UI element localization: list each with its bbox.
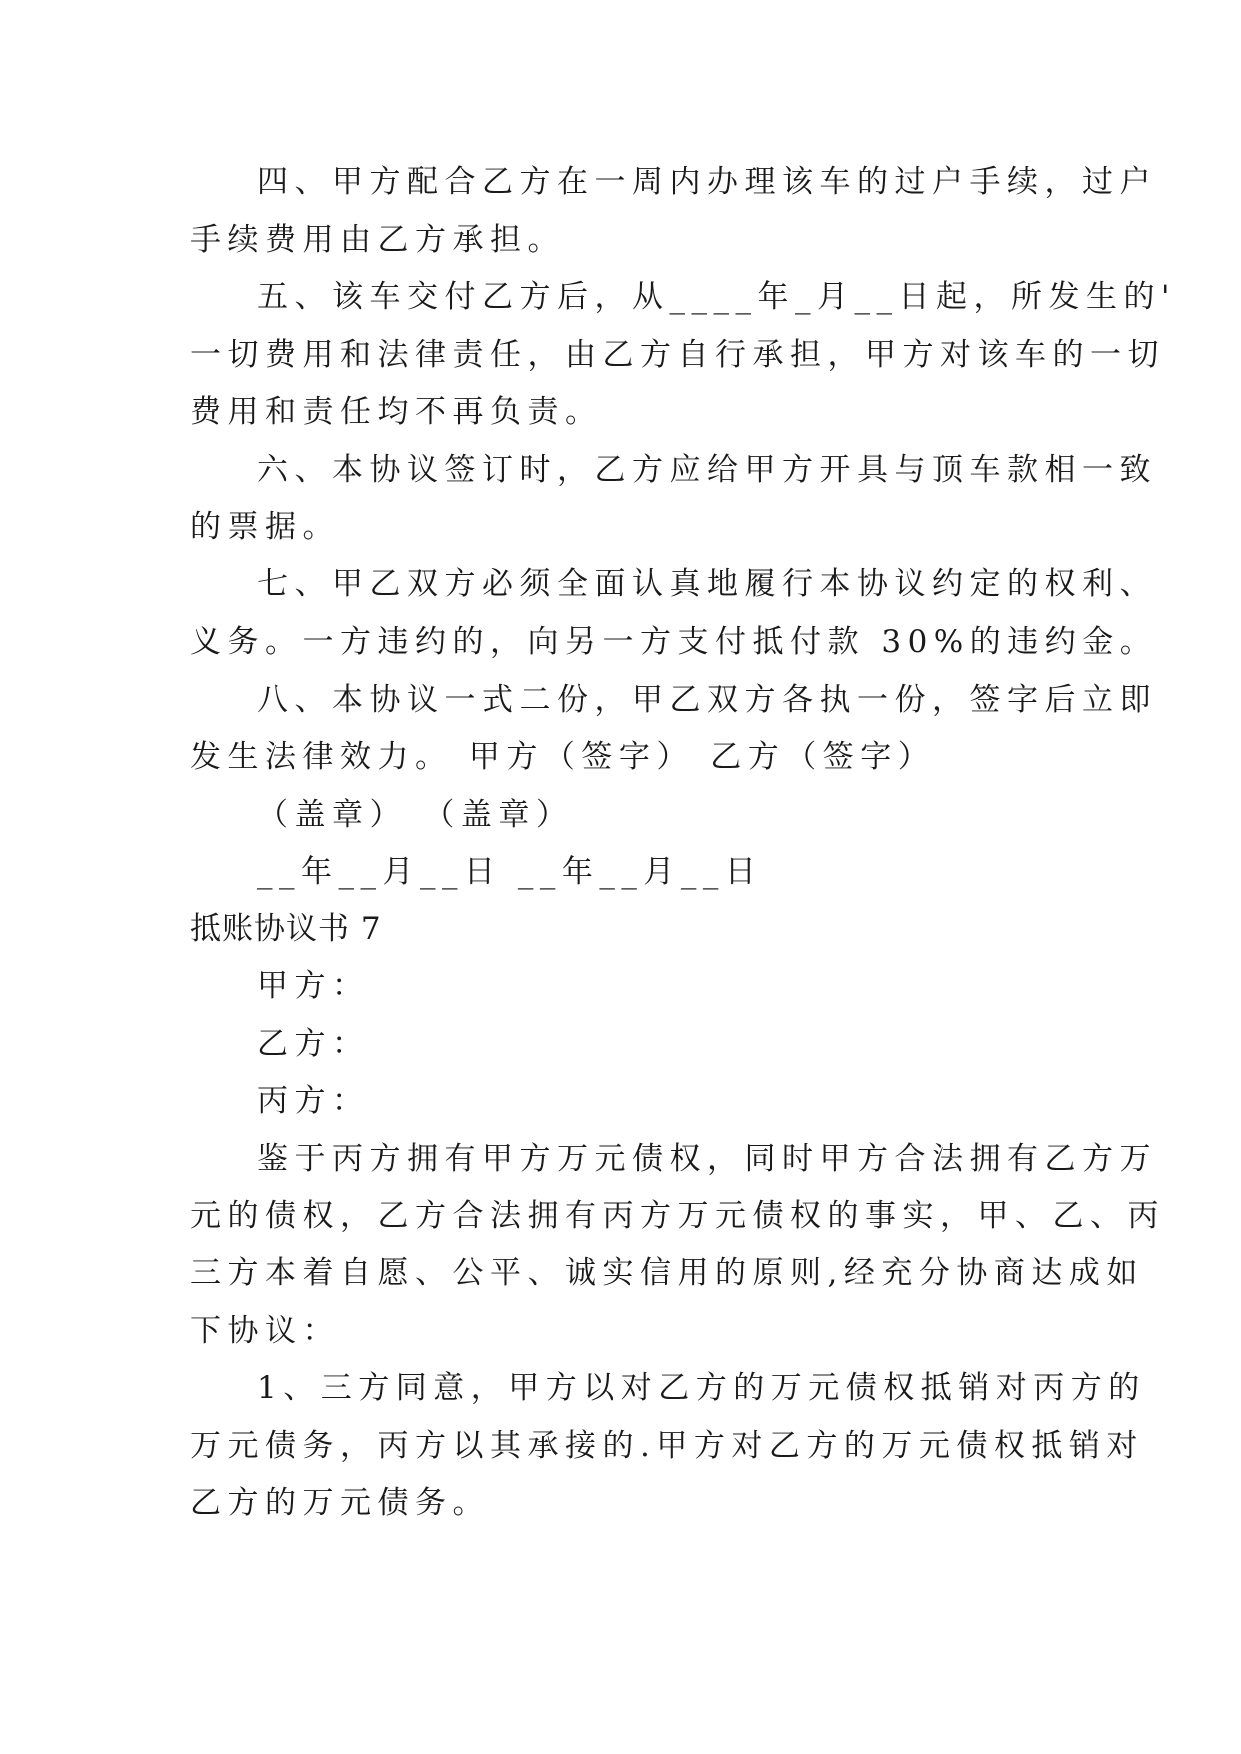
paragraph-line: 费用和责任均不再负责。 [190, 394, 603, 430]
party-b-label: 乙方： [257, 1026, 370, 1062]
paragraph-line: 乙方的万元债务。 [190, 1485, 490, 1521]
paragraph-line: 八、本协议一式二份，甲乙双方各执一份，签字后立即 [257, 682, 1157, 718]
paragraph-line: 元的债权，乙方合法拥有丙方万元债权的事实，甲、乙、丙 [190, 1198, 1165, 1234]
party-c-label: 丙方： [257, 1083, 370, 1119]
paragraph-line: 四、甲方配合乙方在一周内办理该车的过户手续，过户 [257, 164, 1157, 200]
paragraph-line: 七、甲乙双方必须全面认真地履行本协议约定的权利、 [257, 566, 1157, 602]
date-line: __年__月__日 __年__月__日 [257, 854, 763, 890]
paragraph-line: 一切费用和法律责任，由乙方自行承担，甲方对该车的一切 [190, 337, 1165, 373]
seal-line: （盖章） （盖章） [257, 797, 574, 833]
paragraph-line: 鉴于丙方拥有甲方万元债权，同时甲方合法拥有乙方万 [257, 1141, 1157, 1177]
paragraph-line: 三方本着自愿、公平、诚实信用的原则,经充分协商达成如 [190, 1255, 1144, 1291]
paragraph-line: 下协议： [190, 1313, 340, 1349]
paragraph-line: 手续费用由乙方承担。 [190, 222, 565, 258]
party-a-label: 甲方： [257, 968, 370, 1004]
paragraph-line: 万元债务，丙方以其承接的.甲方对乙方的万元债权抵销对 [190, 1428, 1144, 1464]
paragraph-line: 的票据。 [190, 509, 340, 545]
paragraph-line: 1、三方同意，甲方以对乙方的万元债权抵销对丙方的 [257, 1370, 1146, 1406]
paragraph-line: 义务。一方违约的，向另一方支付抵付款 30%的违约金。 [190, 624, 1158, 660]
paragraph-line: 发生法律效力。 甲方（签字） 乙方（签字） [190, 739, 936, 775]
section-title: 抵账协议书 7 [190, 911, 382, 947]
paragraph-line: 五、该车交付乙方后，从____年_月__日起，所发生的' [257, 279, 1177, 315]
paragraph-line: 六、本协议签订时，乙方应给甲方开具与顶车款相一致 [257, 452, 1157, 488]
